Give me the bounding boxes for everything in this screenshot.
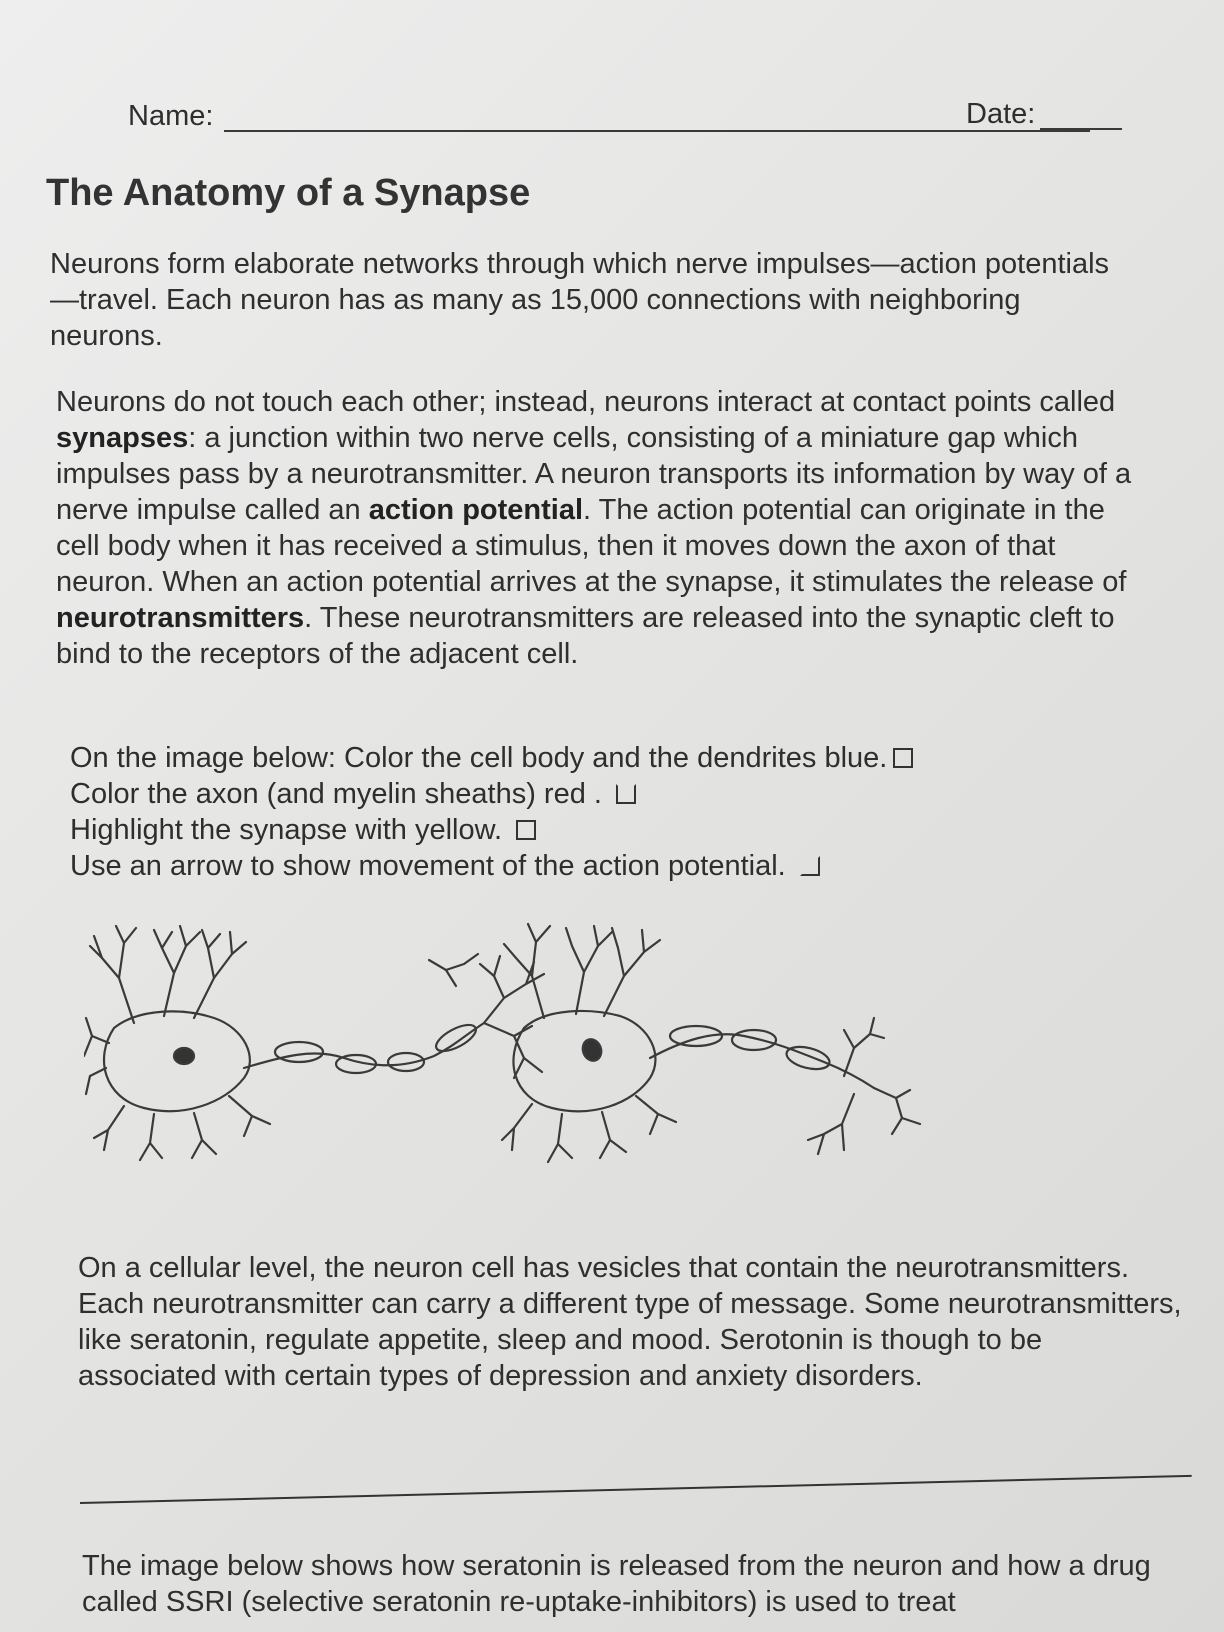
- date-label: Date:: [966, 98, 1036, 130]
- dendrite: [84, 1018, 109, 1094]
- dendrite: [604, 928, 660, 1016]
- checkbox-icon[interactable]: [616, 784, 636, 804]
- nucleus-left: [174, 1048, 194, 1064]
- axon-right: [650, 1026, 874, 1088]
- instruction-line: [70, 848, 1110, 884]
- terminal-branch: [844, 1018, 884, 1076]
- synapse-text-part3: . The action potential can originate in the cell body when it has received a stimulus, then it moves down the axon of that neuron. When an action potential arrives at the synapse, it stimulates the release of: [56, 494, 1127, 598]
- neuron-diagram: [84, 918, 924, 1208]
- terminal-branch: [808, 1094, 854, 1154]
- neuron-right: [502, 924, 676, 1162]
- synapse-text-part2: : a junction within two nerve cells, consisting of a miniature gap which impulses pass by a neurotransmitter. A neuron transports its information by way of a nerve impulse called an: [56, 422, 1132, 526]
- header-row: [128, 98, 1128, 138]
- terminal-branch: [480, 956, 544, 1023]
- seratonin-paragraph: The image below shows how seratonin is released from the neuron and how a drug called SSRI (selective seratonin re-uptake-inhibitors) is used to treat: [82, 1550, 1151, 1618]
- myelin-sheath: [432, 1020, 479, 1057]
- checkbox-icon[interactable]: [516, 820, 536, 840]
- synapse-text-part4: . These neurotransmitters are released into the synaptic cleft to bind to the receptors of the adjacent cell.: [56, 602, 1115, 670]
- coloring-instructions: [70, 740, 1110, 884]
- action-potential-term: action potential: [368, 494, 584, 526]
- instruction-text: Color the axon (and myelin sheaths) red .: [70, 778, 602, 810]
- terminal-branch: [874, 1088, 920, 1134]
- synapse-paragraph: [56, 384, 1136, 672]
- terminal-branch: [429, 954, 478, 986]
- dendrite: [504, 924, 550, 1018]
- dendrite: [94, 1106, 162, 1160]
- instruction-text: On the image below: Color the cell body and the dendrites blue.: [70, 742, 888, 774]
- instruction-text: Highlight the synapse with yellow.: [70, 814, 503, 846]
- myelin-sheath: [784, 1043, 832, 1073]
- name-label: Name:: [128, 100, 214, 132]
- myelin-sheath: [275, 1042, 323, 1062]
- instruction-text: Use an arrow to show movement of the action potential.: [70, 850, 786, 882]
- dendrite: [154, 926, 200, 1016]
- vesicles-paragraph: On a cellular level, the neuron cell has vesicles that contain the neurotransmitters. Each neurotransmitter can carry a different type of message. Some neurotransmitters, like seratonin, regulate appetite, sleep and mood. Serotonin is though to be associated with certain types of depression and anxiety disorders.: [78, 1252, 1182, 1392]
- axon-line: [650, 1034, 874, 1088]
- synapse-text-part1: Neurons do not touch each other; instead, neurons interact at contact points called: [56, 386, 1116, 418]
- cell-body-right: [513, 1011, 655, 1111]
- instruction-line: [70, 740, 1110, 776]
- synapses-term: synapses: [56, 422, 189, 454]
- axon-terminal-left: [429, 954, 544, 1078]
- instruction-line: [70, 776, 1110, 812]
- dendrite: [194, 930, 246, 1018]
- myelin-sheath: [732, 1030, 776, 1050]
- instruction-line: [70, 812, 1110, 848]
- intro-paragraph: Neurons form elaborate networks through which nerve impulses—action potentials—travel. Each neuron has as many as 15,000 connections with neighboring neurons.: [50, 248, 1110, 352]
- neuron-left: [84, 926, 270, 1160]
- page-title: The Anatomy of a Synapse: [46, 172, 531, 214]
- answer-line: [80, 1475, 1192, 1504]
- name-blank-line: [224, 130, 1090, 132]
- axon-left: [244, 1020, 484, 1073]
- checkbox-icon[interactable]: [800, 856, 820, 876]
- dendrite: [502, 1104, 572, 1162]
- checkbox-icon[interactable]: [893, 748, 913, 768]
- neurotransmitters-term: neurotransmitters: [56, 602, 305, 634]
- dendrite: [90, 926, 136, 1023]
- terminal-branch: [484, 1023, 542, 1078]
- axon-terminal-right: [808, 1018, 920, 1154]
- nucleus-right: [580, 1037, 604, 1064]
- date-blank-line: [1040, 128, 1122, 130]
- dendrite: [566, 926, 612, 1014]
